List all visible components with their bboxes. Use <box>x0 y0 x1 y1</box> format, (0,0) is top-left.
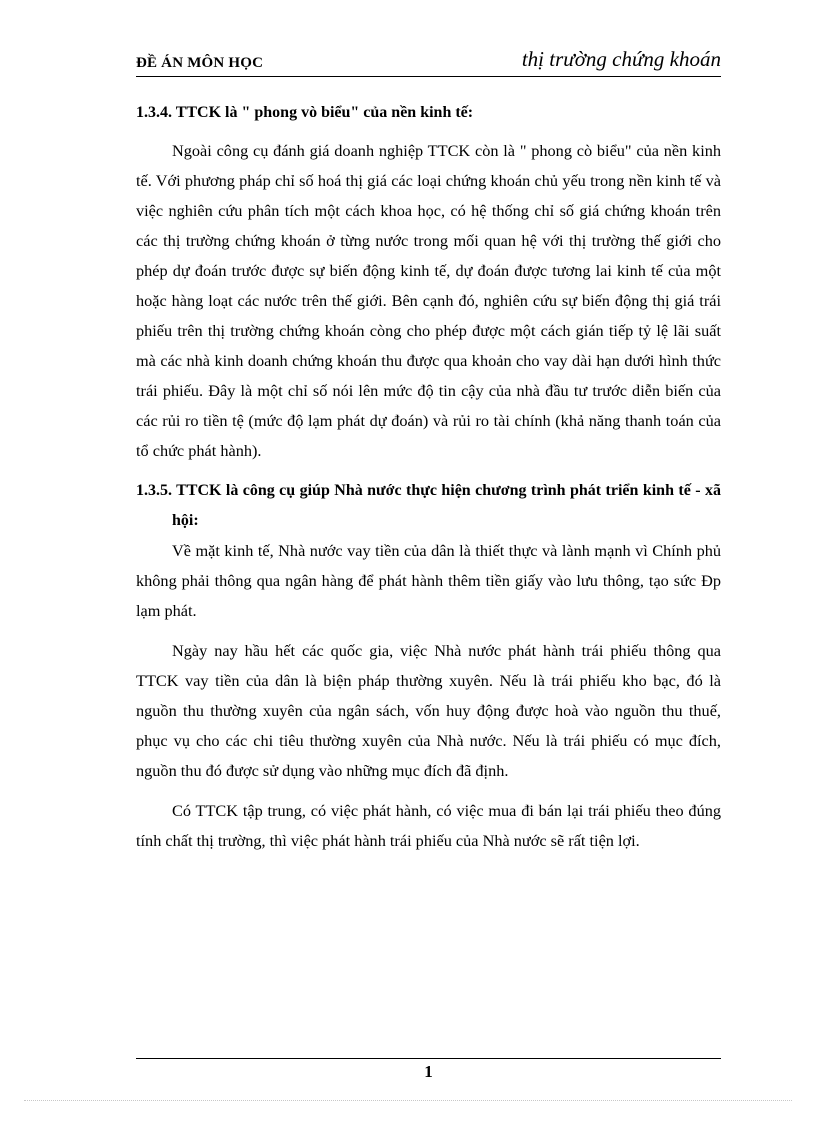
section-heading-1-3-4: 1.3.4. TTCK là " phong vò biểu" của nền kinh tế: <box>136 104 474 121</box>
header-course-title: ĐỀ ÁN MÔN HỌC <box>136 55 264 71</box>
page-footer <box>136 1058 721 1082</box>
paragraph: Về mặt kinh tế, Nhà nước vay tiền của dân là thiết thực và lành mạnh vì Chính phủ không phải thông qua ngân hàng để phát hành thêm tiền giấy vào lưu thông, tạo sức Ðp lạm phát. <box>136 541 721 620</box>
page-edge-divider <box>24 1100 792 1101</box>
section-heading-1-3-5: 1.3.5. TTCK là công cụ giúp Nhà nước thực hiện chương trình phát triển kinh tế - xã hội: <box>136 482 721 529</box>
header-topic-title: thị trường chứng khoán <box>521 47 721 71</box>
page-number: 1 <box>424 1062 433 1081</box>
document-body <box>136 98 721 856</box>
page-header <box>136 44 721 77</box>
paragraph: Có TTCK tập trung, có việc phát hành, có việc mua đi bán lại trái phiếu theo đúng tính chất thị trường, thì việc phát hành trái phiếu của Nhà nước sẽ rất tiện lợi. <box>136 801 721 850</box>
paragraph: Ngày nay hầu hết các quốc gia, việc Nhà nước phát hành trái phiếu thông qua TTCK vay tiền của dân là biện pháp thường xuyên. Nếu là trái phiếu kho bạc, đó là nguồn thu thường xuyên của ngân sách, vốn huy động được hoà vào nguồn thu thuế, phục vụ cho các chi tiêu thường xuyên của Nhà nước. Nếu là trái phiếu có mục đích, nguồn thu đó được sử dụng vào những mục đích đã định. <box>136 641 721 780</box>
paragraph: Ngoài công cụ đánh giá doanh nghiệp TTCK còn là " phong cò biểu" của nền kinh tế. Với phương pháp chỉ số hoá thị giá các loại chứng khoán chủ yếu trong nền kinh tế và việc nghiên cứu phân tích một cách khoa học, có hệ thống chỉ số giá chứng khoán trên các thị trường chứng khoán ở từng nước trong mối quan hệ với thị trường thế giới cho phép dự đoán trước được sự biến động kinh tế, dự đoán được tương lai kinh tế của một hoặc hàng loạt các nước trên thế giới. Bên cạnh đó, nghiên cứu sự biến động thị giá trái phiếu trên thị trường chứng khoán còng cho phép được một cách gián tiếp tỷ lệ lãi suất mà các nhà kinh doanh chứng khoán thu được qua khoản cho vay dài hạn dưới hình thức trái phiếu. Đây là một chỉ số nói lên mức độ tin cậy của nhà đầu tư trước diễn biến của các rủi ro tiền tệ (mức độ lạm phát dự đoán) và rủi ro tài chính (khả năng thanh toán của tổ chức phát hành). <box>136 141 721 460</box>
